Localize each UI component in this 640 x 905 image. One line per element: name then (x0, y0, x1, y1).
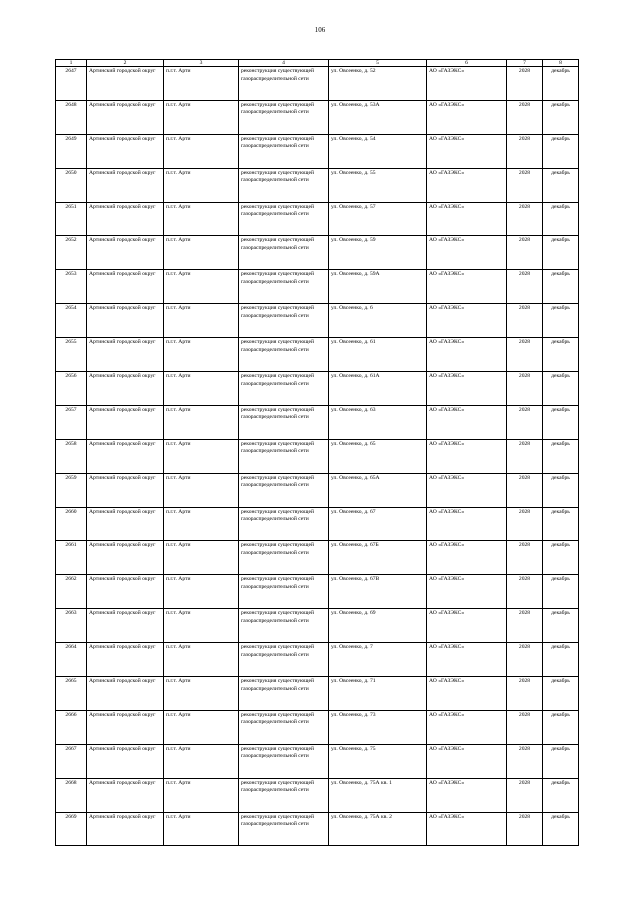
work-type-cell: реконструкция существующей газораспределительной сети (239, 372, 329, 406)
month-cell: декабрь (543, 575, 579, 609)
month-cell: декабрь (543, 744, 579, 778)
settlement-cell: п.г.т. Арти (164, 541, 239, 575)
work-type-cell: реконструкция существующей газораспределительной сети (239, 270, 329, 304)
row-number-cell: 2658 (56, 439, 87, 473)
row-number-cell: 2663 (56, 609, 87, 643)
header-cell: 2 (87, 60, 164, 67)
district-cell: Артинский городской округ (87, 710, 164, 744)
table-row (56, 270, 579, 304)
settlement-cell: п.г.т. Арти (164, 710, 239, 744)
month-cell: декабрь (543, 778, 579, 812)
table-row (56, 236, 579, 270)
settlement-cell: п.г.т. Арти (164, 372, 239, 406)
work-type-cell: реконструкция существующей газораспределительной сети (239, 202, 329, 236)
month-cell: декабрь (543, 100, 579, 134)
table-row (56, 405, 579, 439)
settlement-cell: п.г.т. Арти (164, 338, 239, 372)
table-row (56, 744, 579, 778)
organization-cell: АО «ГАЗЭКС» (427, 812, 507, 846)
district-cell: Артинский городской округ (87, 270, 164, 304)
work-type-cell: реконструкция существующей газораспределительной сети (239, 643, 329, 677)
year-cell: 2028 (507, 541, 543, 575)
table-row (56, 778, 579, 812)
organization-cell: АО «ГАЗЭКС» (427, 744, 507, 778)
organization-cell: АО «ГАЗЭКС» (427, 100, 507, 134)
table-row (56, 67, 579, 101)
year-cell: 2028 (507, 270, 543, 304)
address-cell: ул. Овсеенко, д. 52 (329, 67, 427, 101)
settlement-cell: п.г.т. Арти (164, 473, 239, 507)
year-cell: 2028 (507, 236, 543, 270)
organization-cell: АО «ГАЗЭКС» (427, 541, 507, 575)
settlement-cell: п.г.т. Арти (164, 439, 239, 473)
settlement-cell: п.г.т. Арти (164, 168, 239, 202)
table-row (56, 710, 579, 744)
district-cell: Артинский городской округ (87, 405, 164, 439)
address-cell: ул. Овсеенко, д. 71 (329, 677, 427, 711)
row-number-cell: 2656 (56, 372, 87, 406)
district-cell: Артинский городской округ (87, 439, 164, 473)
address-cell: ул. Овсеенко, д. 67Б (329, 541, 427, 575)
month-cell: декабрь (543, 202, 579, 236)
column-number-header (56, 60, 579, 67)
month-cell: декабрь (543, 473, 579, 507)
month-cell: декабрь (543, 168, 579, 202)
row-number-cell: 2659 (56, 473, 87, 507)
header-cell: 3 (164, 60, 239, 67)
row-number-cell: 2661 (56, 541, 87, 575)
month-cell: декабрь (543, 677, 579, 711)
address-cell: ул. Овсеенко, д. 53А (329, 100, 427, 134)
organization-cell: АО «ГАЗЭКС» (427, 270, 507, 304)
district-cell: Артинский городской округ (87, 744, 164, 778)
row-number-cell: 2653 (56, 270, 87, 304)
year-cell: 2028 (507, 744, 543, 778)
year-cell: 2028 (507, 134, 543, 168)
table-row (56, 473, 579, 507)
month-cell: декабрь (543, 236, 579, 270)
work-type-cell: реконструкция существующей газораспределительной сети (239, 744, 329, 778)
organization-cell: АО «ГАЗЭКС» (427, 134, 507, 168)
settlement-cell: п.г.т. Арти (164, 744, 239, 778)
year-cell: 2028 (507, 677, 543, 711)
address-cell: ул. Овсеенко, д. 57 (329, 202, 427, 236)
settlement-cell: п.г.т. Арти (164, 609, 239, 643)
address-cell: ул. Овсеенко, д. 67В (329, 575, 427, 609)
row-number-cell: 2664 (56, 643, 87, 677)
work-type-cell: реконструкция существующей газораспределительной сети (239, 609, 329, 643)
address-cell: ул. Овсеенко, д. 75А кв. 2 (329, 812, 427, 846)
month-cell: декабрь (543, 67, 579, 101)
organization-cell: АО «ГАЗЭКС» (427, 67, 507, 101)
address-cell: ул. Овсеенко, д. 61А (329, 372, 427, 406)
year-cell: 2028 (507, 575, 543, 609)
address-cell: ул. Овсеенко, д. 75 (329, 744, 427, 778)
organization-cell: АО «ГАЗЭКС» (427, 168, 507, 202)
organization-cell: АО «ГАЗЭКС» (427, 372, 507, 406)
organization-cell: АО «ГАЗЭКС» (427, 643, 507, 677)
organization-cell: АО «ГАЗЭКС» (427, 473, 507, 507)
district-cell: Артинский городской округ (87, 236, 164, 270)
month-cell: декабрь (543, 372, 579, 406)
address-cell: ул. Овсеенко, д. 69 (329, 609, 427, 643)
table-row (56, 609, 579, 643)
year-cell: 2028 (507, 372, 543, 406)
district-cell: Артинский городской округ (87, 541, 164, 575)
table-row (56, 507, 579, 541)
row-number-cell: 2652 (56, 236, 87, 270)
organization-cell: АО «ГАЗЭКС» (427, 778, 507, 812)
month-cell: декабрь (543, 812, 579, 846)
address-cell: ул. Овсеенко, д. 61 (329, 338, 427, 372)
address-cell: ул. Овсеенко, д. 54 (329, 134, 427, 168)
row-number-cell: 2654 (56, 304, 87, 338)
row-number-cell: 2665 (56, 677, 87, 711)
row-number-cell: 2667 (56, 744, 87, 778)
settlement-cell: п.г.т. Арти (164, 575, 239, 609)
settlement-cell: п.г.т. Арти (164, 643, 239, 677)
work-type-cell: реконструкция существующей газораспределительной сети (239, 338, 329, 372)
work-type-cell: реконструкция существующей газораспределительной сети (239, 439, 329, 473)
row-number-cell: 2649 (56, 134, 87, 168)
settlement-cell: п.г.т. Арти (164, 100, 239, 134)
district-cell: Артинский городской округ (87, 812, 164, 846)
year-cell: 2028 (507, 643, 543, 677)
district-cell: Артинский городской округ (87, 304, 164, 338)
year-cell: 2028 (507, 202, 543, 236)
year-cell: 2028 (507, 100, 543, 134)
settlement-cell: п.г.т. Арти (164, 812, 239, 846)
year-cell: 2028 (507, 778, 543, 812)
row-number-cell: 2651 (56, 202, 87, 236)
work-type-cell: реконструкция существующей газораспределительной сети (239, 710, 329, 744)
settlement-cell: п.г.т. Арти (164, 405, 239, 439)
district-cell: Артинский городской округ (87, 507, 164, 541)
work-type-cell: реконструкция существующей газораспределительной сети (239, 473, 329, 507)
address-cell: ул. Овсеенко, д. 59А (329, 270, 427, 304)
table-row (56, 575, 579, 609)
schedule-table (55, 59, 579, 846)
settlement-cell: п.г.т. Арти (164, 304, 239, 338)
row-number-cell: 2650 (56, 168, 87, 202)
row-number-cell: 2666 (56, 710, 87, 744)
header-cell: 7 (507, 60, 543, 67)
row-number-cell: 2647 (56, 67, 87, 101)
month-cell: декабрь (543, 710, 579, 744)
organization-cell: АО «ГАЗЭКС» (427, 677, 507, 711)
district-cell: Артинский городской округ (87, 473, 164, 507)
year-cell: 2028 (507, 405, 543, 439)
year-cell: 2028 (507, 710, 543, 744)
settlement-cell: п.г.т. Арти (164, 236, 239, 270)
organization-cell: АО «ГАЗЭКС» (427, 710, 507, 744)
organization-cell: АО «ГАЗЭКС» (427, 304, 507, 338)
settlement-cell: п.г.т. Арти (164, 507, 239, 541)
table-row (56, 439, 579, 473)
settlement-cell: п.г.т. Арти (164, 134, 239, 168)
year-cell: 2028 (507, 812, 543, 846)
organization-cell: АО «ГАЗЭКС» (427, 439, 507, 473)
address-cell: ул. Овсеенко, д. 65А (329, 473, 427, 507)
district-cell: Артинский городской округ (87, 338, 164, 372)
organization-cell: АО «ГАЗЭКС» (427, 507, 507, 541)
table-row (56, 168, 579, 202)
organization-cell: АО «ГАЗЭКС» (427, 202, 507, 236)
row-number-cell: 2660 (56, 507, 87, 541)
table-row (56, 202, 579, 236)
month-cell: декабрь (543, 541, 579, 575)
district-cell: Артинский городской округ (87, 643, 164, 677)
table-row (56, 338, 579, 372)
address-cell: ул. Овсеенко, д. 67 (329, 507, 427, 541)
table-row (56, 812, 579, 846)
district-cell: Артинский городской округ (87, 778, 164, 812)
row-number-cell: 2668 (56, 778, 87, 812)
work-type-cell: реконструкция существующей газораспределительной сети (239, 236, 329, 270)
row-number-cell: 2648 (56, 100, 87, 134)
settlement-cell: п.г.т. Арти (164, 778, 239, 812)
row-number-cell: 2655 (56, 338, 87, 372)
work-type-cell: реконструкция существующей газораспределительной сети (239, 575, 329, 609)
address-cell: ул. Овсеенко, д. 55 (329, 168, 427, 202)
year-cell: 2028 (507, 609, 543, 643)
organization-cell: АО «ГАЗЭКС» (427, 575, 507, 609)
month-cell: декабрь (543, 609, 579, 643)
table-row (56, 372, 579, 406)
month-cell: декабрь (543, 338, 579, 372)
row-number-cell: 2657 (56, 405, 87, 439)
district-cell: Артинский городской округ (87, 372, 164, 406)
table-row (56, 677, 579, 711)
work-type-cell: реконструкция существующей газораспределительной сети (239, 100, 329, 134)
work-type-cell: реконструкция существующей газораспределительной сети (239, 134, 329, 168)
year-cell: 2028 (507, 67, 543, 101)
row-number-cell: 2669 (56, 812, 87, 846)
header-cell: 1 (56, 60, 87, 67)
organization-cell: АО «ГАЗЭКС» (427, 236, 507, 270)
settlement-cell: п.г.т. Арти (164, 677, 239, 711)
year-cell: 2028 (507, 507, 543, 541)
table-row (56, 100, 579, 134)
address-cell: ул. Овсеенко, д. 7 (329, 643, 427, 677)
district-cell: Артинский городской округ (87, 100, 164, 134)
month-cell: декабрь (543, 270, 579, 304)
table-row (56, 643, 579, 677)
year-cell: 2028 (507, 439, 543, 473)
work-type-cell: реконструкция существующей газораспределительной сети (239, 507, 329, 541)
address-cell: ул. Овсеенко, д. 6 (329, 304, 427, 338)
year-cell: 2028 (507, 304, 543, 338)
month-cell: декабрь (543, 134, 579, 168)
district-cell: Артинский городской округ (87, 575, 164, 609)
table-row (56, 541, 579, 575)
settlement-cell: п.г.т. Арти (164, 202, 239, 236)
address-cell: ул. Овсеенко, д. 63 (329, 405, 427, 439)
address-cell: ул. Овсеенко, д. 75А кв. 1 (329, 778, 427, 812)
district-cell: Артинский городской округ (87, 677, 164, 711)
address-cell: ул. Овсеенко, д. 73 (329, 710, 427, 744)
month-cell: декабрь (543, 643, 579, 677)
work-type-cell: реконструкция существующей газораспределительной сети (239, 812, 329, 846)
work-type-cell: реконструкция существующей газораспределительной сети (239, 778, 329, 812)
month-cell: декабрь (543, 304, 579, 338)
district-cell: Артинский городской округ (87, 67, 164, 101)
month-cell: декабрь (543, 439, 579, 473)
work-type-cell: реконструкция существующей газораспределительной сети (239, 304, 329, 338)
work-type-cell: реконструкция существующей газораспределительной сети (239, 541, 329, 575)
year-cell: 2028 (507, 168, 543, 202)
table-row (56, 134, 579, 168)
organization-cell: АО «ГАЗЭКС» (427, 405, 507, 439)
district-cell: Артинский городской округ (87, 609, 164, 643)
month-cell: декабрь (543, 405, 579, 439)
settlement-cell: п.г.т. Арти (164, 270, 239, 304)
page-number: 106 (314, 26, 326, 34)
district-cell: Артинский городской округ (87, 134, 164, 168)
header-cell: 6 (427, 60, 507, 67)
header-cell: 5 (329, 60, 427, 67)
organization-cell: АО «ГАЗЭКС» (427, 338, 507, 372)
work-type-cell: реконструкция существующей газораспределительной сети (239, 168, 329, 202)
work-type-cell: реконструкция существующей газораспределительной сети (239, 405, 329, 439)
address-cell: ул. Овсеенко, д. 59 (329, 236, 427, 270)
address-cell: ул. Овсеенко, д. 65 (329, 439, 427, 473)
table-row (56, 304, 579, 338)
work-type-cell: реконструкция существующей газораспределительной сети (239, 677, 329, 711)
work-type-cell: реконструкция существующей газораспределительной сети (239, 67, 329, 101)
header-cell: 8 (543, 60, 579, 67)
settlement-cell: п.г.т. Арти (164, 67, 239, 101)
district-cell: Артинский городской округ (87, 168, 164, 202)
row-number-cell: 2662 (56, 575, 87, 609)
year-cell: 2028 (507, 338, 543, 372)
month-cell: декабрь (543, 507, 579, 541)
year-cell: 2028 (507, 473, 543, 507)
district-cell: Артинский городской округ (87, 202, 164, 236)
header-cell: 4 (239, 60, 329, 67)
organization-cell: АО «ГАЗЭКС» (427, 609, 507, 643)
